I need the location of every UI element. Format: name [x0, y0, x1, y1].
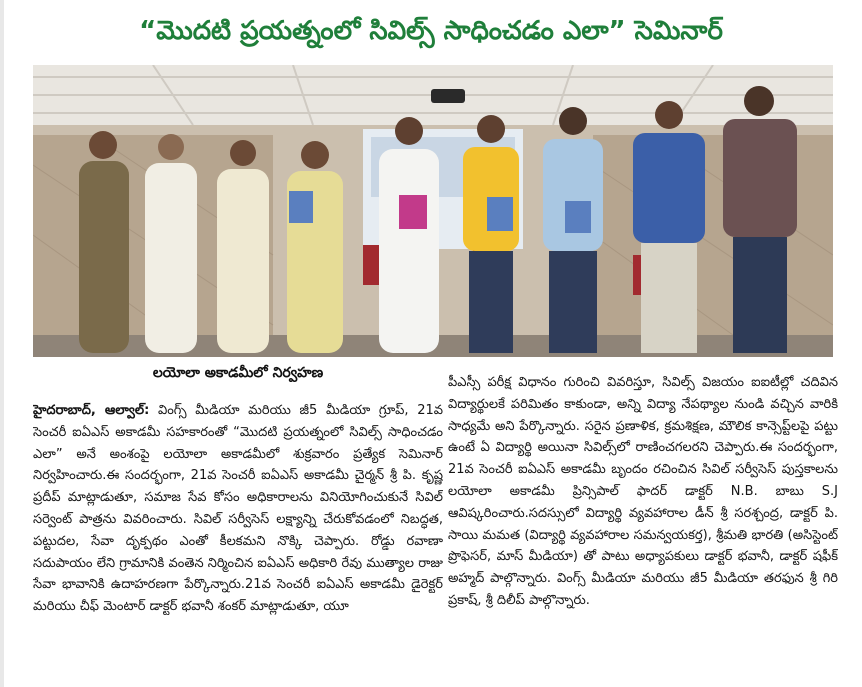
article-column-right	[448, 372, 838, 687]
article-column-left	[33, 400, 443, 687]
event-photo	[33, 65, 833, 357]
headline: “మొదటి ప్రయత్నంలో సివిల్స్ సాధించడం ఎలా” సెమినార్	[139, 16, 723, 46]
page-left-edge	[0, 0, 4, 687]
dateline: హైదరాబాద్, ఆల్వాల్:	[33, 403, 150, 418]
article-body-left: వింగ్స్ మీడియా మరియు జీ5 మీడియా గ్రూప్, 21వ సెంచరీ ఐఏఎస్ అకాడమీ సహకారంతో “మొదటి ప్రయత్నంలో సివిల్స్ సాధించడం ఎలా” అనే అంశంపై లయోలా అకాడమీలో శుక్రవారం ప్రత్యేక సెమినార్ నిర్వహించారు.ఈ సందర్భంగా, 21వ సెంచరీ ఐఏఎస్ అకాడమీ చైర్మన్ శ్రీ పి. కృష్ణ ప్రదీప్ మాట్లాడుతూ, సమాజ సేవ కోసం అధికారాలను వినియోగించుకునే సివిల్ సర్వెంట్ పాత్రను వివరించారు. సివిల్ సర్వీసెస్ లక్ష్యాన్ని చేరుకోవడంలో నిబద్ధత, పట్టుదల, సేవా దృక్పథం ఎంతో కీలకమని నొక్కి చెప్పారు. రోడ్డు రవాణా సదుపాయం లేని గ్రామానికి వంతెన నిర్మించిన ఐఏఎస్ అధికారి రేవు ముత్యాల రాజు సేవా భావానికి ఉదాహరణగా పేర్కొన్నారు.21వ సెంచరీ ఐఏఎస్ అకాడమీ డైరెక్టర్ మరియు చీఫ్ మెంటార్ డాక్టర్ భవానీ శంకర్ మాట్లాడుతూ, యూ	[33, 403, 443, 615]
article-body-right: పీఎస్సీ పరీక్ష విధానం గురించి వివరిస్తూ, సివిల్స్ విజయం ఐఐటీల్లో చదివిన విద్యార్థులకే పరిమితం కాకుండా, అన్ని విద్యా నేపథ్యాల నుండి వచ్చిన వారికి సాధ్యమే అని పేర్కొన్నారు. సరైన ప్రణాళిక, క్రమశిక్షణ, మౌలిక కాన్సెప్ట్‌లపై పట్టు ఉంటే ఏ విద్యార్థి అయినా సివిల్స్‌లో రాణించగలరని చెప్పారు.ఈ సందర్భంగా, 21వ సెంచరీ ఐఏఎస్ అకాడమీ బృందం రచించిన సివిల్ సర్వీసెస్ పుస్తకాలను లయోలా అకాడమీ ప్రిన్సిపాల్ ఫాదర్ డాక్టర్ N.B. బాబు S.J ఆవిష్కరించారు.సదస్సులో విద్యార్థి వ్యవహారాల డీన్ శ్రీ సరశ్చంద్ర, డాక్టర్ పి. సాయి మమత (విద్యార్థి వ్యవహారాల సమన్వయకర్త), శ్రీమతి భారతి (అసిస్టెంట్ ప్రొఫెసర్, మాస్ మీడియా) తో పాటు అధ్యాపకులు డాక్టర్ భవానీ, డాక్టర్ షఫీక్ అహ్మద్ పాల్గొన్నారు. వింగ్స్ మీడియా మరియు జీ5 మీడియా తరఫున శ్రీ గిరి ప్రకాష్, శ్రీ దిలీప్ పాల్గొన్నారు.	[448, 375, 838, 608]
photo-caption: లయోలా అకాడమీలో నిర్వహణ	[152, 365, 324, 381]
